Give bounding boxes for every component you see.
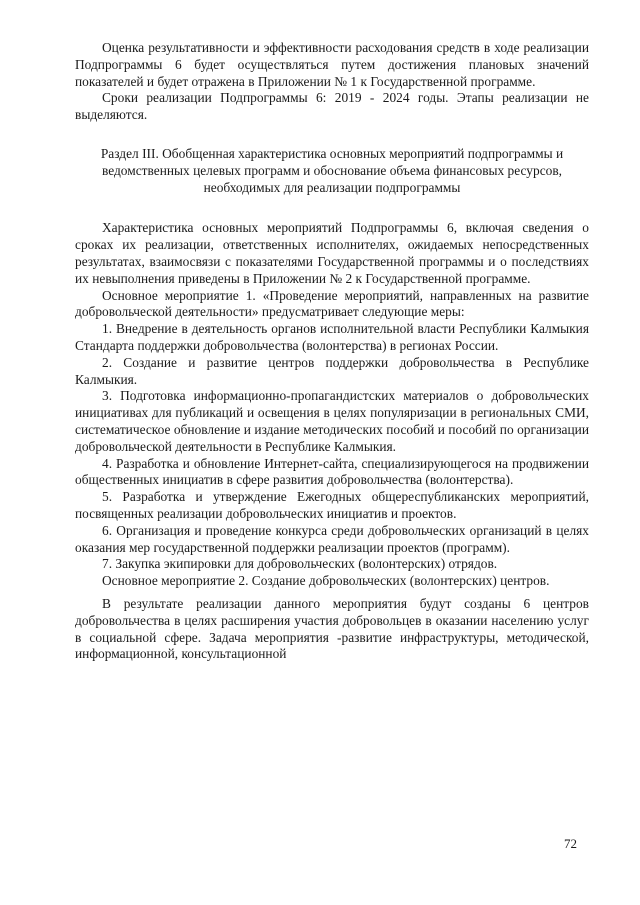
page-number: 72 (564, 836, 577, 851)
list-item: 3. Подготовка информационно-пропагандистских материалов о добровольческих инициативах для публикаций и освещения в целях популяризации в региональных СМИ, систематическое обновление и издание методических пособий и пособий по организации добровольческой деятельности в Республике Калмыкия. (75, 388, 589, 454)
paragraph: В результате реализации данного мероприятия будут созданы 6 центров добровольчества в целях расширения участия добровольцев в оказании населению услуг в социальной сфере. Задача мероприятия -развитие инфраструктуры, методической, информационной, консультационной (75, 595, 589, 662)
list-item: 4. Разработка и обновление Интернет-сайта, специализирующегося на продвижении общественных инициатив в сфере развития добровольчества (волонтерства). (75, 455, 589, 488)
list-item: 6. Организация и проведение конкурса среди добровольческих организаций в целях оказания мер государственной поддержки реализации проектов (программ). (75, 522, 589, 555)
paragraph: Основное мероприятие 2. Создание добровольческих (волонтерских) центров. (102, 573, 550, 589)
document-page (75, 40, 589, 663)
list-item: 2. Создание и развитие центров поддержки добровольчества в Республике Калмыкия. (75, 354, 589, 387)
paragraph: Характеристика основных мероприятий Подпрограммы 6, включая сведения о сроках их реализации, ответственных исполнителях, ожидаемых непосредственных результатах, взаимосвязи с показателями Государственной программы и о последствиях их невыполнения приведены в Приложении № 2 к Государственной программе. (75, 220, 589, 286)
paragraph: Сроки реализации Подпрограммы 6: 2019 - 2024 годы. Этапы реализации не выделяются. (75, 90, 589, 123)
list-item: 1. Внедрение в деятельность органов исполнительной власти Республики Калмыкия Стандарта поддержки добровольчества (волонтерства) в регионах России. (75, 321, 589, 353)
list-item: 5. Разработка и утверждение Ежегодных общереспубликанских мероприятий, посвященных реализации добровольческих инициатив и проектов. (75, 489, 589, 521)
section-heading: Раздел III. Обобщенная характеристика основных мероприятий подпрограммы и ведомственных целевых программ и обоснование объема финансовых ресурсов, необходимых для реализации подпрограммы (100, 145, 564, 195)
list-item: 7. Закупка экипировки для добровольческих (волонтерских) отрядов. (102, 556, 498, 572)
paragraph: Оценка результативности и эффективности расходования средств в ходе реализации Подпрограммы 6 будет осуществляться путем достижения плановых значений показателей и будет отражена в Приложении № 1 к Государственной программе. (75, 40, 589, 89)
paragraph: Основное мероприятие 1. «Проведение мероприятий, направленных на развитие добровольческой деятельности» предусматривает следующие меры: (75, 287, 589, 320)
